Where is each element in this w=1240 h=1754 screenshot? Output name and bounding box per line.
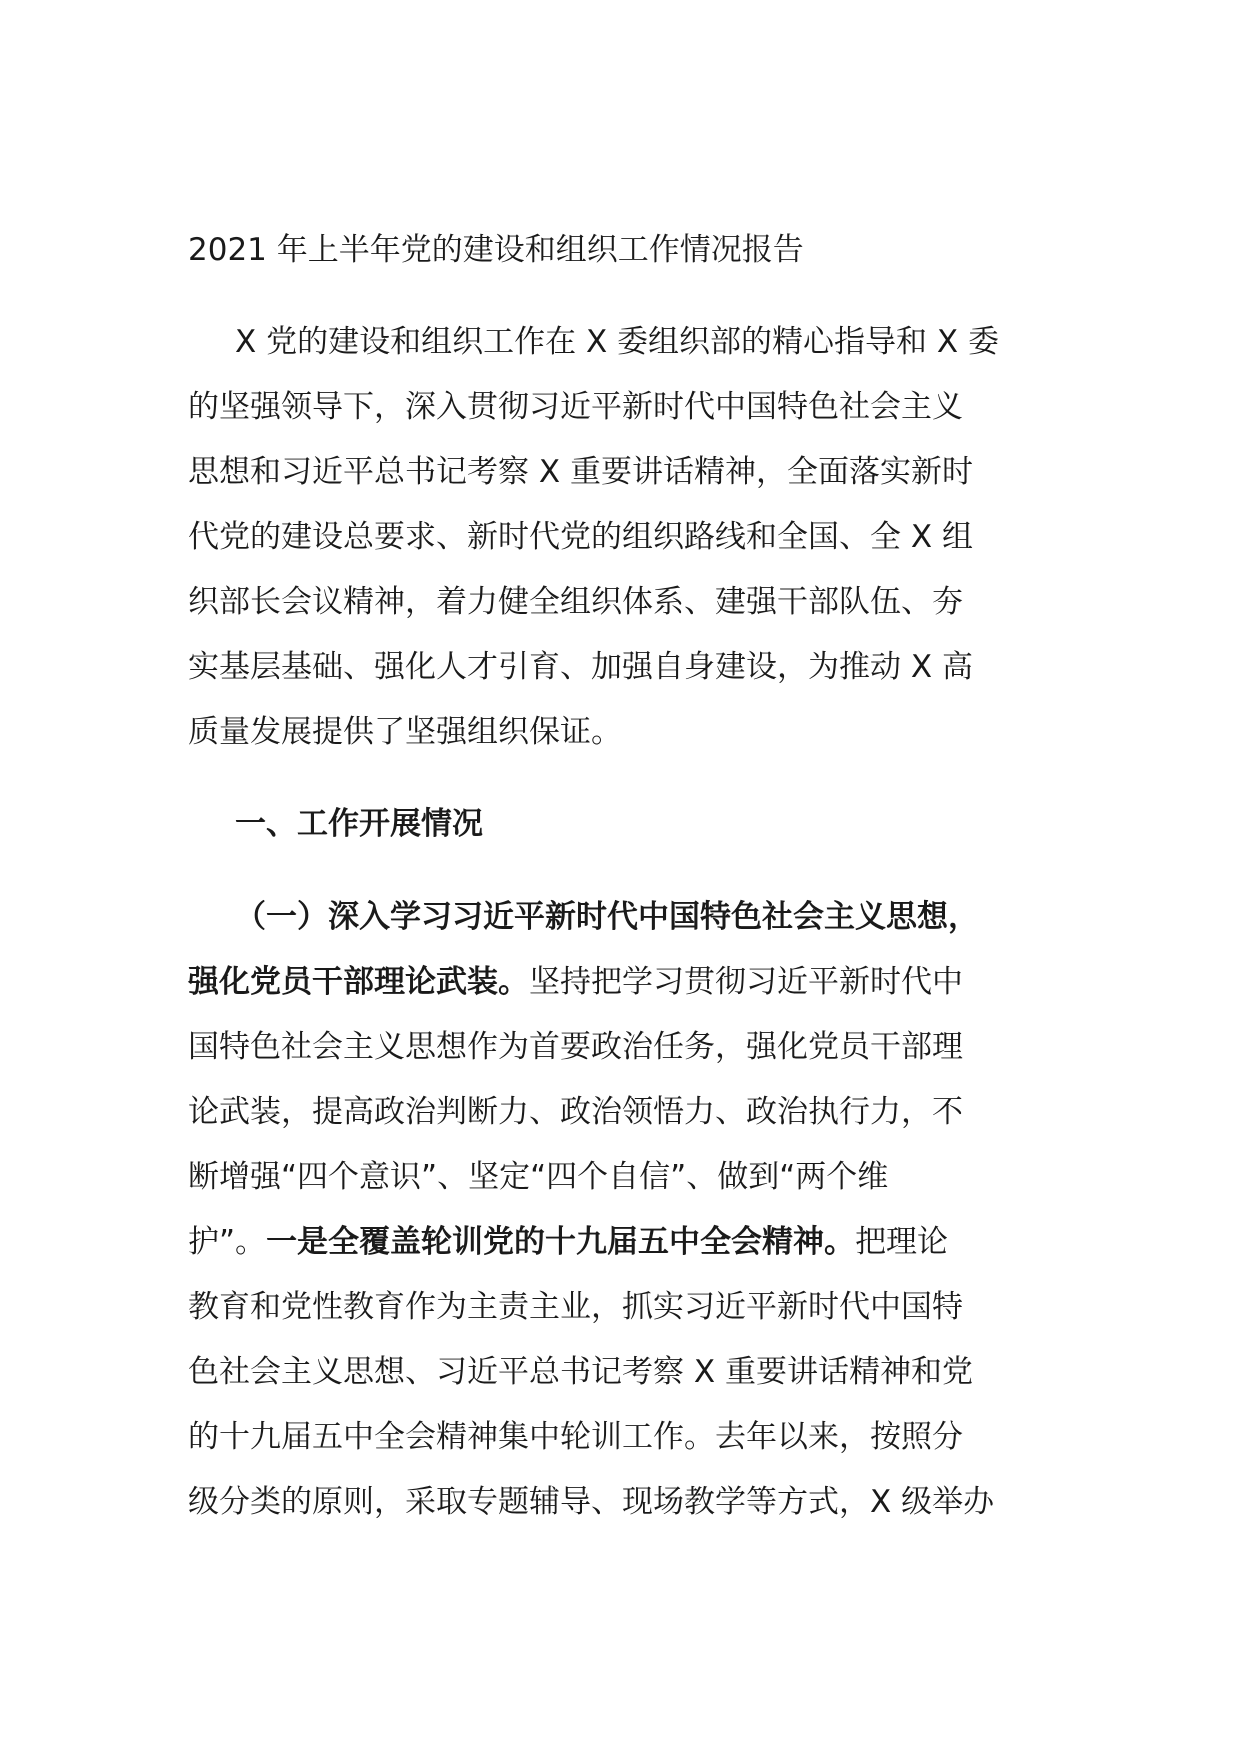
key-point-bold: 一是全覆盖轮训党的十九届五中全会精神。 (266, 1224, 856, 1260)
body-line: 国特色社会主义思想作为首要政治任务，强化党员干部理 (188, 1029, 963, 1065)
intro-line: 织部长会议精神，着力健全组织体系、建强干部队伍、夯 (188, 584, 963, 620)
subsection-title-bold: 强化党员干部理论武装。 (188, 964, 529, 1000)
intro-line: 实基层基础、强化人才引育、加强自身建设，为推动 X 高 (188, 649, 973, 685)
subsection-title-line (188, 950, 1054, 1015)
intro-line: 思想和习近平总书记考察 X 重要讲话精神，全面落实新时 (188, 454, 973, 490)
mixed-line (188, 1210, 1054, 1275)
intro-line: X 党的建设和组织工作在 X 委组织部的精心指导和 X 委 (235, 324, 999, 360)
intro-paragraph (188, 310, 1054, 765)
intro-line: 质量发展提供了坚强组织保证。 (188, 714, 622, 750)
body-text: 把理论 (855, 1224, 949, 1260)
body-line: 级分类的原则，采取专题辅导、现场教学等方式，X 级举办 (188, 1484, 995, 1520)
body-line: 断增强“四个意识”、坚定“四个自信”、做到“两个维 (188, 1159, 889, 1195)
subsection-paragraph (188, 885, 1054, 1535)
body-line: 教育和党性教育作为主责主业，抓实习近平新时代中国特 (188, 1289, 963, 1325)
document-title: 2021 年上半年党的建设和组织工作情况报告 (188, 232, 804, 268)
intro-line: 的坚强领导下，深入贯彻习近平新时代中国特色社会主义 (188, 389, 963, 425)
subsection-title-line (188, 885, 1054, 950)
body-line: 色社会主义思想、习近平总书记考察 X 重要讲话精神和党 (188, 1354, 973, 1390)
body-line: 论武装，提高政治判断力、政治领悟力、政治执行力，不 (188, 1094, 963, 1130)
body-line: 的十九届五中全会精神集中轮训工作。去年以来，按照分 (188, 1419, 963, 1455)
body-text: 坚持把学习贯彻习近平新时代中 (529, 964, 963, 1000)
intro-line: 代党的建设总要求、新时代党的组织路线和全国、全 X 组 (188, 519, 973, 555)
subsection-title-bold: （一）深入学习习近平新时代中国特色社会主义思想， (235, 899, 979, 935)
section-heading: 一、工作开展情况 (235, 806, 483, 842)
body-text: 护”。 (188, 1224, 267, 1260)
